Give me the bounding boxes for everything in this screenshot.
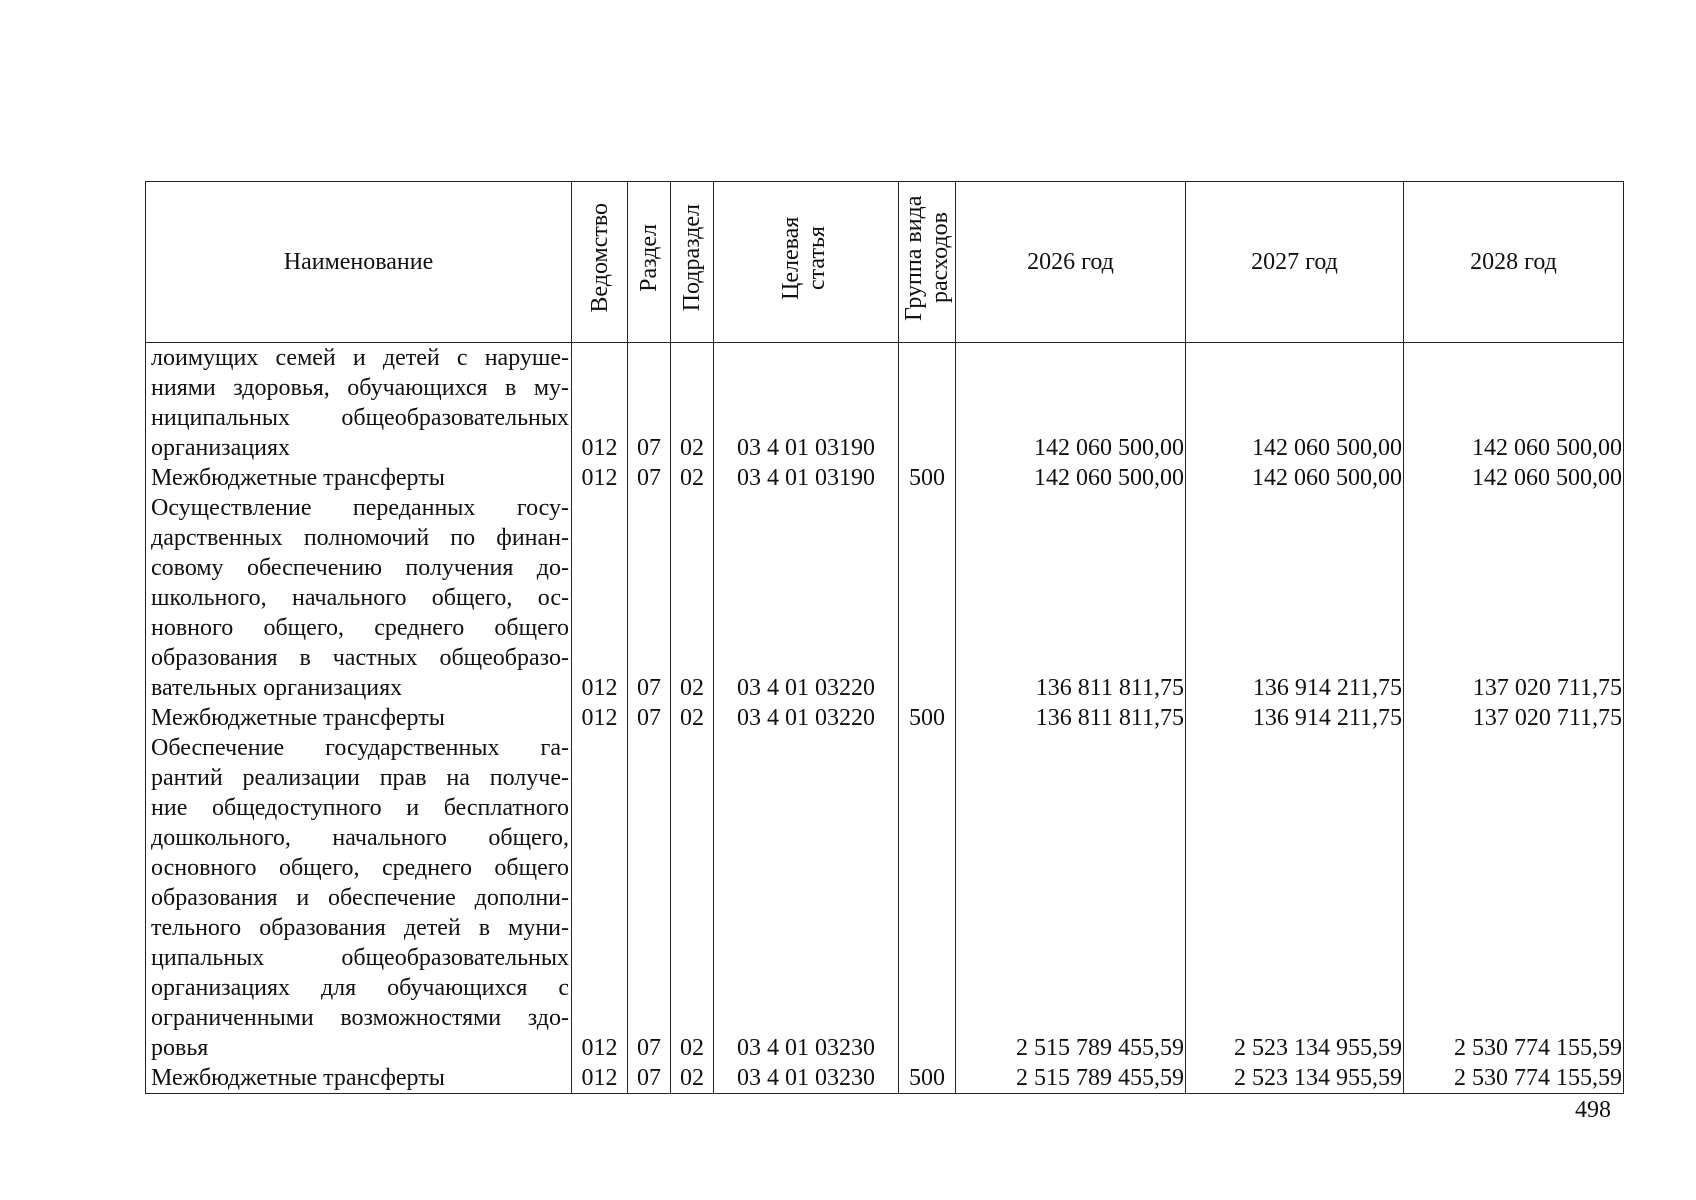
row-2026-cell: 136 811 811,75 [956, 493, 1186, 703]
row-vedomstvo-cell: 012 [572, 463, 628, 493]
header-2027-label: 2027 год [1251, 249, 1338, 275]
row-razdel-cell: 07 [628, 703, 671, 733]
row-2026-cell: 142 060 500,00 [956, 343, 1186, 464]
row-name-line: ниципальных общеобразовательных [151, 405, 569, 431]
row-2027-cell: 136 914 211,75 [1186, 703, 1404, 733]
row-name-line: дарственных полномочий по финан- [151, 525, 569, 551]
row-2027-cell: 142 060 500,00 [1186, 343, 1404, 464]
row-name-line: лоимущих семей и детей с наруше- [151, 345, 569, 371]
table-row [146, 463, 1624, 493]
row-name-line: школьного, начального общего, ос- [151, 585, 569, 611]
header-celevaya-label: Целевая статья [778, 216, 830, 300]
row-name-line: ровья [151, 1035, 209, 1061]
row-gruppa-cell [899, 343, 956, 464]
row-razdel-cell: 07 [628, 733, 671, 1063]
row-podrazdel-cell: 02 [671, 343, 714, 464]
row-2026-cell: 136 811 811,75 [956, 703, 1186, 733]
row-podrazdel-cell: 02 [671, 463, 714, 493]
header-gruppa [899, 182, 956, 343]
table-body [146, 343, 1624, 1094]
row-name-cell [146, 733, 572, 1063]
header-celevaya [714, 182, 899, 343]
table-row [146, 703, 1624, 733]
header-vedomstvo [572, 182, 628, 343]
row-2027-cell: 142 060 500,00 [1186, 463, 1404, 493]
row-2028-cell: 2 530 774 155,59 [1404, 733, 1624, 1063]
row-podrazdel-cell: 02 [671, 493, 714, 703]
header-2026-label: 2026 год [1027, 249, 1114, 275]
header-2027 [1186, 182, 1404, 343]
row-2027-cell: 2 523 134 955,59 [1186, 733, 1404, 1063]
row-razdel-cell: 07 [628, 493, 671, 703]
header-name [146, 182, 572, 343]
row-razdel-cell: 07 [628, 1063, 671, 1094]
page-number: 498 [1575, 1097, 1611, 1123]
row-name-line: ние общедоступного и бесплатного [151, 795, 569, 821]
row-gruppa-cell [899, 493, 956, 703]
table-row [146, 343, 1624, 464]
row-2028-cell: 142 060 500,00 [1404, 343, 1624, 464]
row-name-line: ципальных общеобразовательных [151, 945, 569, 971]
row-name-line: ограниченными возможностями здо- [151, 1005, 569, 1031]
row-name-cell [146, 493, 572, 703]
row-podrazdel-cell: 02 [671, 703, 714, 733]
row-vedomstvo-cell: 012 [572, 343, 628, 464]
row-gruppa-cell: 500 [899, 463, 956, 493]
header-gruppa-label: Группа вида расходов [901, 195, 953, 321]
header-podrazdel-label: Подраздел [679, 204, 705, 312]
row-2028-cell: 137 020 711,75 [1404, 703, 1624, 733]
row-name-line: Межбюджетные трансферты [151, 705, 445, 731]
budget-table [145, 181, 1624, 1094]
header-name-label: Наименование [283, 249, 434, 275]
row-name-line: Межбюджетные трансферты [151, 1065, 445, 1091]
header-razdel-label: Раздел [636, 224, 662, 292]
table-row [146, 1063, 1624, 1094]
row-2028-cell: 137 020 711,75 [1404, 493, 1624, 703]
header-vedomstvo-label: Ведомство [586, 203, 613, 313]
row-name-line: образования и обеспечение дополни- [151, 885, 569, 911]
row-name-line: вательных организациях [151, 675, 403, 701]
row-vedomstvo-cell: 012 [572, 1063, 628, 1094]
row-2027-cell: 2 523 134 955,59 [1186, 1063, 1404, 1094]
row-name-line: Осуществление переданных госу- [151, 495, 569, 521]
row-name-line: организациях [151, 435, 291, 461]
header-2028 [1404, 182, 1624, 343]
row-podrazdel-cell: 02 [671, 1063, 714, 1094]
header-2028-label: 2028 год [1470, 249, 1557, 275]
row-name-line: организациях для обучающихся с [151, 975, 569, 1001]
row-2027-cell: 136 914 211,75 [1186, 493, 1404, 703]
table-header [146, 182, 1624, 343]
header-podrazdel [671, 182, 714, 343]
row-name-line: ниями здоровья, обучающихся в му- [151, 375, 569, 401]
table-row [146, 493, 1624, 703]
row-podrazdel-cell: 02 [671, 733, 714, 1063]
row-name-cell [146, 703, 572, 733]
row-celevaya-cell: 03 4 01 03190 [714, 463, 899, 493]
row-celevaya-cell: 03 4 01 03220 [714, 703, 899, 733]
row-vedomstvo-cell: 012 [572, 703, 628, 733]
row-celevaya-cell: 03 4 01 03220 [714, 493, 899, 703]
header-2026 [956, 182, 1186, 343]
row-gruppa-cell: 500 [899, 1063, 956, 1094]
row-vedomstvo-cell: 012 [572, 733, 628, 1063]
row-2026-cell: 2 515 789 455,59 [956, 733, 1186, 1063]
row-2026-cell: 142 060 500,00 [956, 463, 1186, 493]
row-name-cell [146, 463, 572, 493]
row-name-line: рантий реализации прав на получе- [151, 765, 569, 791]
row-name-cell [146, 343, 572, 464]
row-gruppa-cell [899, 733, 956, 1063]
row-name-cell [146, 1063, 572, 1094]
row-name-line: новного общего, среднего общего [151, 615, 569, 641]
row-celevaya-cell: 03 4 01 03190 [714, 343, 899, 464]
row-name-line: основного общего, среднего общего [151, 855, 569, 881]
row-name-line: образования в частных общеобразо- [151, 645, 569, 671]
row-gruppa-cell: 500 [899, 703, 956, 733]
row-name-line: тельного образования детей в муни- [151, 915, 569, 941]
row-celevaya-cell: 03 4 01 03230 [714, 733, 899, 1063]
row-razdel-cell: 07 [628, 463, 671, 493]
row-2028-cell: 142 060 500,00 [1404, 463, 1624, 493]
row-2028-cell: 2 530 774 155,59 [1404, 1063, 1624, 1094]
row-vedomstvo-cell: 012 [572, 493, 628, 703]
row-name-line: дошкольного, начального общего, [151, 825, 569, 851]
row-name-line: совому обеспечению получения до- [151, 555, 569, 581]
row-celevaya-cell: 03 4 01 03230 [714, 1063, 899, 1094]
row-2026-cell: 2 515 789 455,59 [956, 1063, 1186, 1094]
row-name-line: Межбюджетные трансферты [151, 465, 445, 491]
header-razdel [628, 182, 671, 343]
row-name-line: Обеспечение государственных га- [151, 735, 569, 761]
table-row [146, 733, 1624, 1063]
row-razdel-cell: 07 [628, 343, 671, 464]
